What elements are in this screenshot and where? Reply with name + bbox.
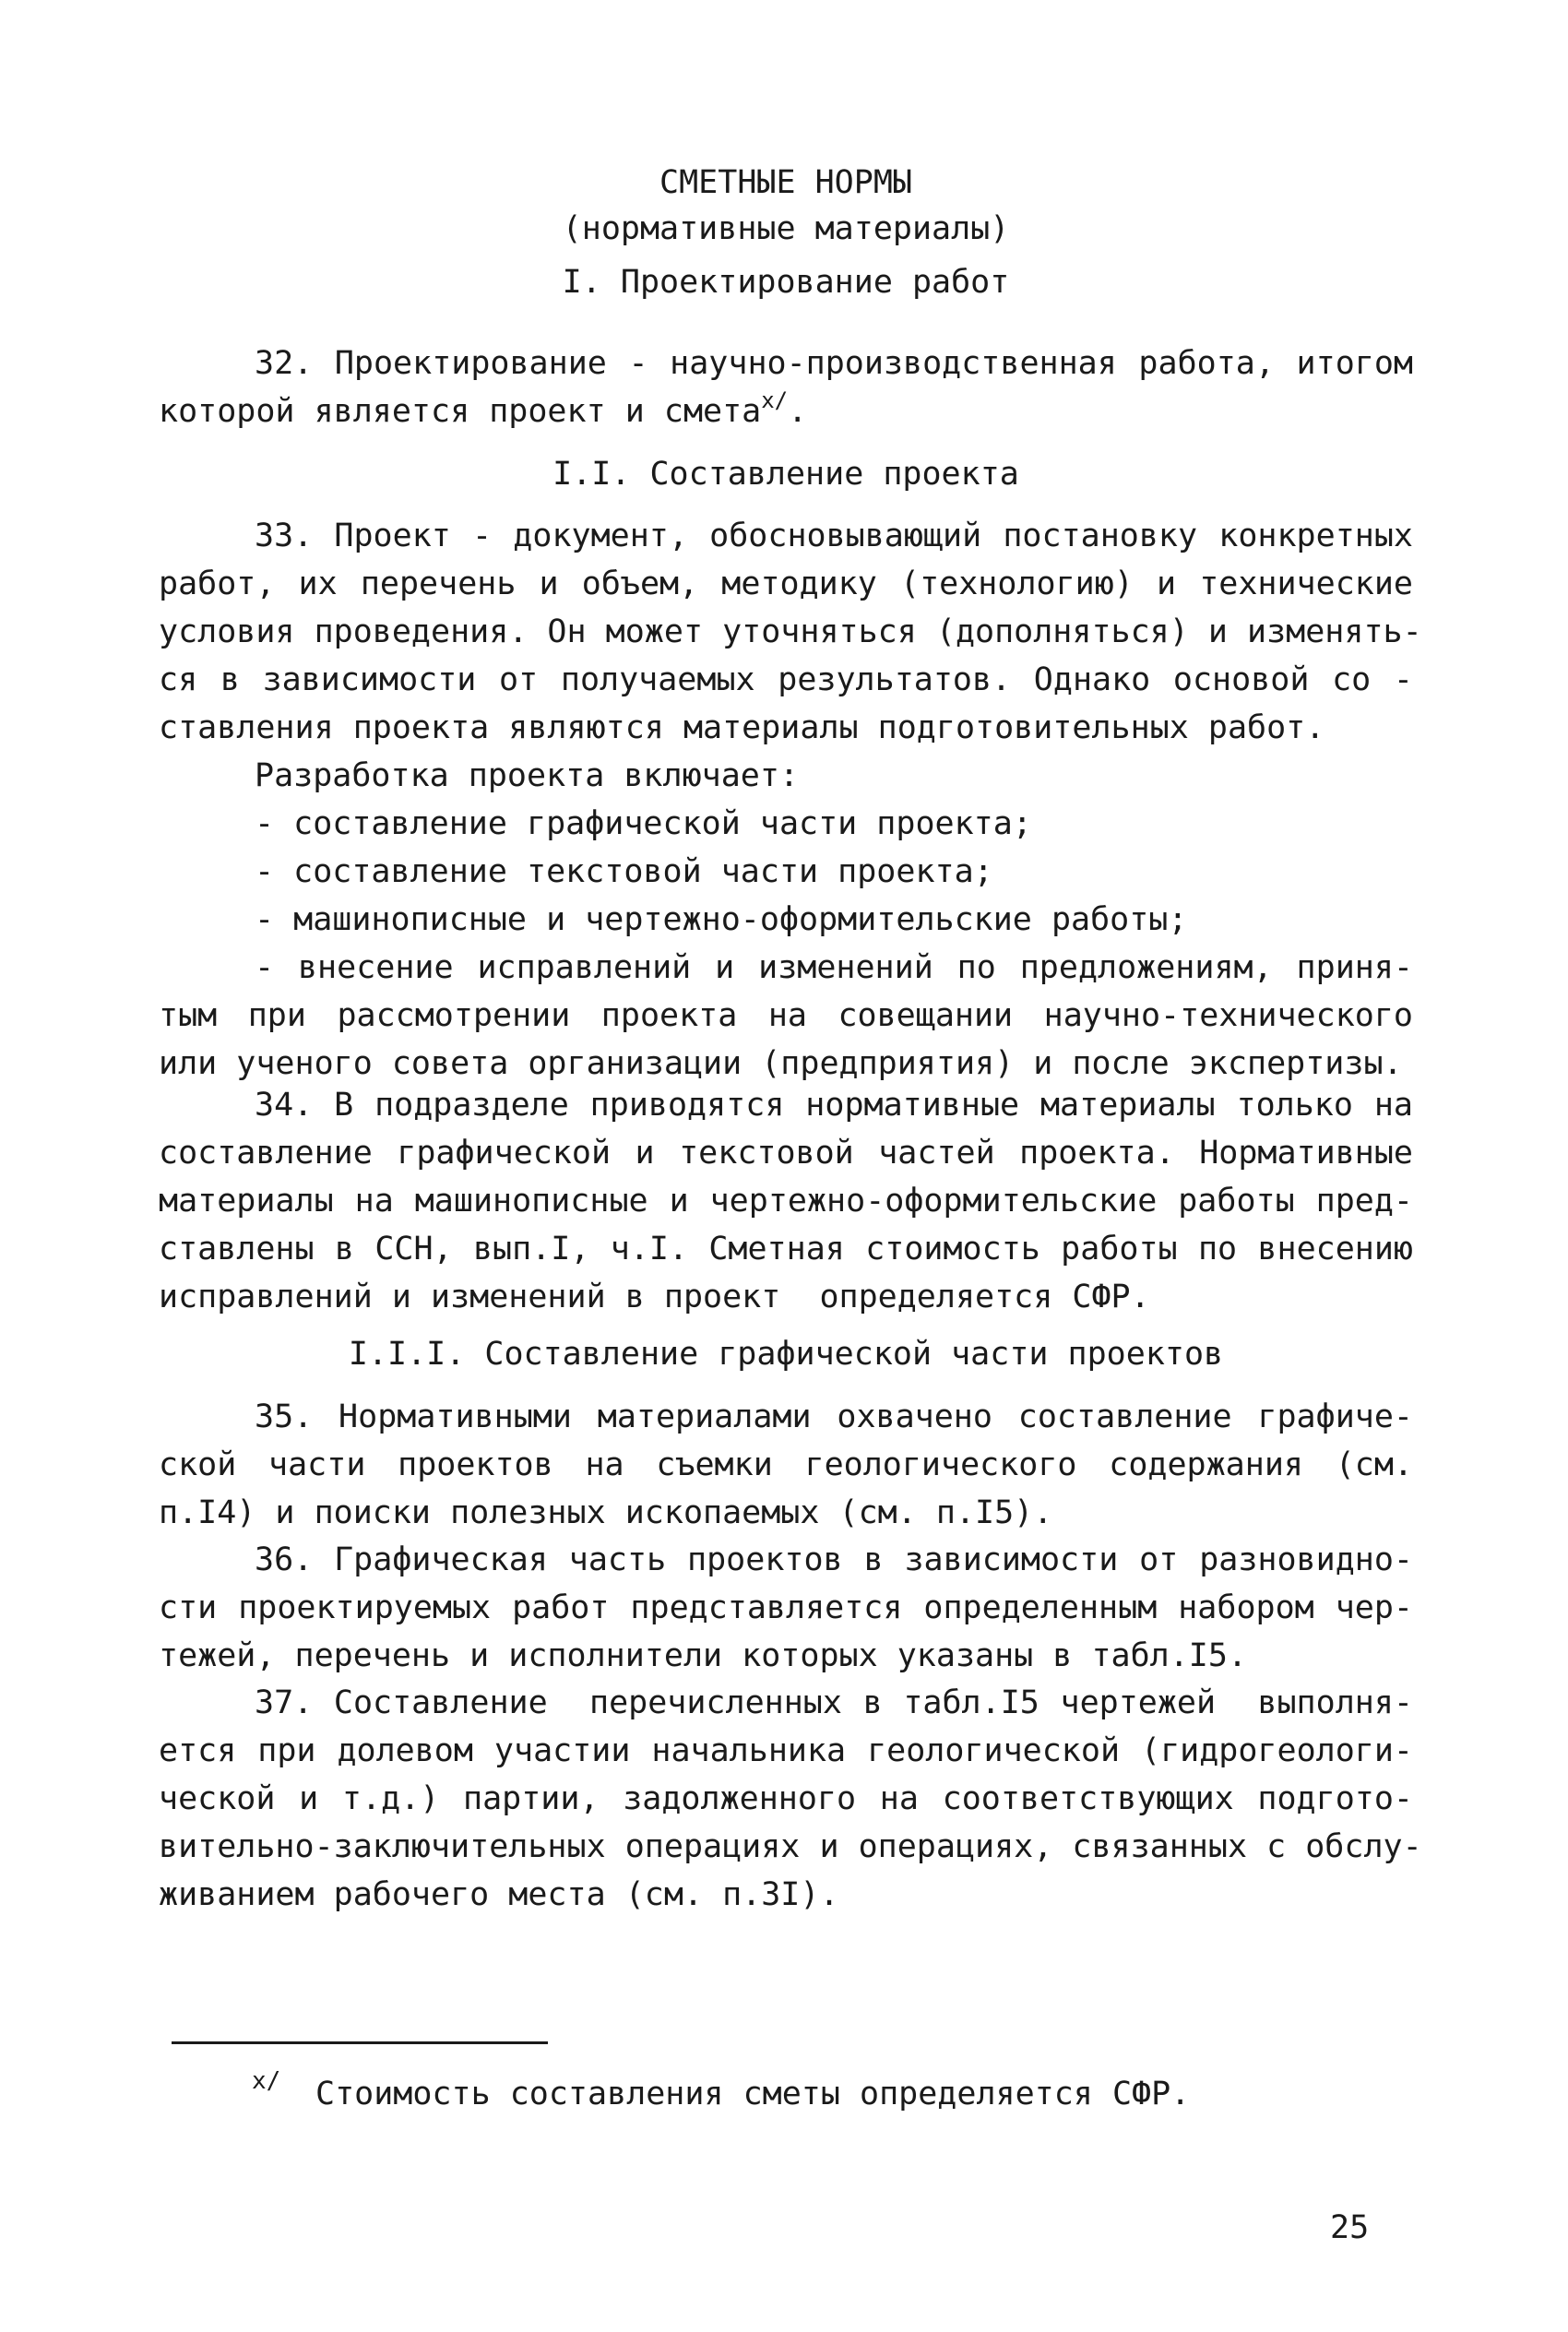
paragraph-line: п.I4) и поиски полезных ископаемых (см. п.I5).: [159, 1494, 1053, 1531]
paragraph-37: [159, 1679, 1422, 1919]
section-heading-text: I.I. Составление проекта: [552, 456, 1019, 493]
page-number: 25: [1330, 2209, 1370, 2246]
footnote-divider: [172, 2041, 548, 2044]
list-item: - внесение исправлений и изменений по предложениям, приня-: [255, 949, 1413, 986]
paragraph-36: [159, 1536, 1413, 1680]
paragraph-line: 33. Проект - документ, обосновывающий постановку конкретных: [255, 518, 1413, 554]
list-intro: Разработка проекта включает:: [255, 757, 800, 794]
list-item: - машинописные и чертежно-оформительские работы;: [255, 901, 1188, 938]
paragraph-line: тежей, перечень и исполнители которых указаны в табл.I5.: [159, 1637, 1248, 1674]
section-heading-1-1-1: [159, 1330, 1413, 1378]
section-heading-text: I.I.I. Составление графической части проектов: [348, 1336, 1224, 1373]
paragraph-line: материалы на машинописные и чертежно-оформительские работы пред-: [159, 1183, 1413, 1220]
paragraph-line: исправлений и изменений в проект определяется СФР.: [159, 1279, 1150, 1315]
footnote-reference: x/: [761, 387, 789, 414]
development-list: [159, 752, 1413, 1088]
paragraph-line: живанием рабочего места (см. п.3I).: [159, 1876, 839, 1913]
paragraph-35: [159, 1393, 1413, 1537]
paragraph-line-end: .: [788, 393, 808, 430]
paragraph-line: ской части проектов на съемки геологического содержания (см.: [159, 1446, 1413, 1483]
paragraph-line: 32. Проектирование - научно-производственная работа, итогом: [255, 345, 1413, 382]
list-item: - составление графической части проекта;: [255, 805, 1032, 842]
list-item: - составление текстовой части проекта;: [255, 853, 993, 890]
paragraph-line: 37. Составление перечисленных в табл.I5 чертежей выполня-: [255, 1684, 1413, 1721]
list-item-continuation: тым при рассмотрении проекта на совещании научно-технического: [159, 997, 1413, 1034]
document-subtitle: [159, 205, 1413, 253]
paragraph-line: ется при долевом участии начальника геологической (гидрогеологи-: [159, 1732, 1413, 1769]
subtitle-text: (нормативные материалы): [562, 210, 1010, 247]
paragraph-32: [159, 339, 1413, 435]
paragraph-line: условия проведения. Он может уточняться (дополняться) и изменять-: [159, 613, 1422, 650]
footnote: [252, 2067, 1191, 2118]
title-text: СМЕТНЫЕ НОРМЫ: [659, 164, 912, 201]
paragraph-34: [159, 1081, 1413, 1321]
paragraph-33: [159, 512, 1422, 752]
footnote-text: Стоимость составления сметы определяется СФР.: [315, 2076, 1191, 2112]
paragraph-line: ся в зависимости от получаемых результатов. Однако основой со -: [159, 661, 1413, 698]
paragraph-line: 36. Графическая часть проектов в зависимости от разновидно-: [255, 1541, 1413, 1578]
paragraph-line: [159, 387, 1413, 435]
paragraph-line: 34. В подразделе приводятся нормативные материалы только на: [255, 1087, 1413, 1124]
section-heading-text: I. Проектирование работ: [562, 264, 1010, 301]
document-title: [159, 159, 1413, 207]
paragraph-line: ческой и т.д.) партии, задолженного на соответствующих подгото-: [159, 1780, 1413, 1817]
paragraph-line: сти проектируемых работ представляется определенным набором чер-: [159, 1589, 1413, 1626]
paragraph-line: ставления проекта являются материалы подготовительных работ.: [159, 709, 1325, 746]
paragraph-line: 35. Нормативными материалами охвачено составление графиче-: [255, 1398, 1413, 1435]
section-heading-1: [159, 258, 1413, 306]
paragraph-line: вительно-заключительных операциях и операциях, связанных с обслу-: [159, 1828, 1422, 1865]
paragraph-line: ставлены в ССН, вып.I, ч.I. Сметная стоимость работы по внесению: [159, 1231, 1413, 1267]
list-item-continuation: или ученого совета организации (предприятия) и после экспертизы.: [159, 1045, 1403, 1082]
paragraph-line: составление графической и текстовой частей проекта. Нормативные: [159, 1135, 1413, 1172]
paragraph-line-text: которой является проект и смета: [159, 393, 762, 430]
footnote-mark: x/: [252, 2067, 281, 2095]
paragraph-line: работ, их перечень и объем, методику (технологию) и технические: [159, 565, 1413, 602]
section-heading-1-1: [159, 450, 1413, 498]
